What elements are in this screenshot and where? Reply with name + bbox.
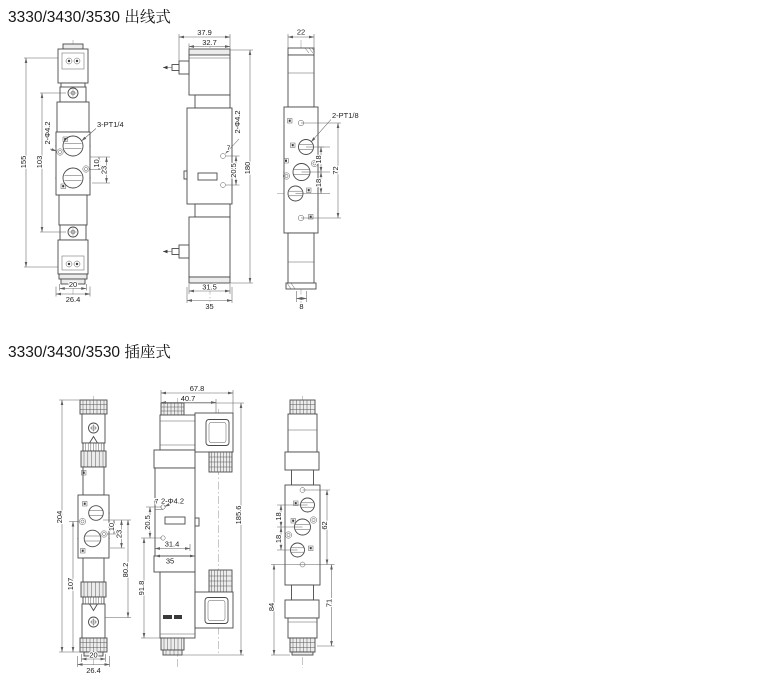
dim-hole-spacing: 20.5 — [143, 515, 152, 530]
dim-total-height: 155 — [19, 155, 28, 169]
connector-cap — [161, 403, 184, 415]
dim-width-outer: 37.9 — [197, 28, 212, 37]
dim-lower-span: 91.8 — [137, 580, 146, 596]
connector-cap — [161, 638, 184, 650]
drawing-wire-rear — [277, 28, 359, 312]
dim-lower-span-left: 84 — [267, 602, 276, 612]
dim-screw-spacing: 103 — [35, 155, 44, 169]
wire-outlet — [179, 245, 189, 258]
port-circle — [63, 168, 83, 188]
label-ports: 3-PT1/4 — [97, 120, 124, 129]
dim-base-depth-outer: 35 — [205, 302, 214, 311]
section-title-socket-type: 3330/3430/3530 插座式 — [8, 344, 171, 361]
dim-hole-edge-offset: 7 — [154, 498, 159, 506]
dim-hole-span: 62 — [320, 521, 329, 530]
dim-hole-span: 72 — [331, 166, 340, 175]
connector-cap — [290, 400, 315, 414]
dim-lower-height: 107 — [66, 577, 75, 591]
drawing-socket-rear — [267, 396, 335, 668]
dim-port-spacing-upper: 18 — [314, 155, 323, 164]
upper-coil-housing — [58, 49, 88, 83]
nameplate-slot — [198, 173, 217, 180]
dim-base-width-inner: 20 — [89, 650, 98, 660]
dim-port-spacing-upper: 18 — [274, 512, 283, 521]
dim-port-offset-10: 10 — [92, 159, 101, 168]
top-cap — [189, 49, 230, 55]
dim-top-width: 22 — [296, 27, 306, 37]
dim-port-offset-23: 23 — [99, 165, 109, 175]
dim-body-depth-inner: 31.4 — [164, 539, 180, 549]
drawing-socket-side — [137, 384, 244, 668]
dim-total-height: 185.6 — [234, 505, 243, 525]
dim-port-spacing-lower: 18 — [274, 534, 283, 544]
wire-outlet — [179, 61, 189, 74]
dim-hole-spacing: 20.5 — [229, 163, 238, 178]
dim-base-depth-inner: 31.5 — [202, 282, 217, 292]
coil-marking — [174, 615, 182, 619]
top-cap — [63, 44, 83, 49]
label-mount-holes: 2-Φ4.2 — [161, 496, 185, 506]
port-circle — [84, 530, 101, 547]
section-title-wire-type: 3330/3430/3530 出线式 — [8, 9, 171, 26]
nameplate-slot — [165, 517, 185, 524]
dim-base-width-outer: 26.4 — [65, 295, 81, 304]
dim-width-outer: 67.8 — [189, 384, 205, 393]
dim-total-height: 180 — [243, 161, 252, 175]
dim-body-depth-outer: 35 — [165, 556, 175, 566]
label-mount-holes: 2-Φ4.2 — [233, 110, 242, 134]
dim-bottom-width: 8 — [299, 302, 304, 311]
connector-cap — [290, 638, 315, 652]
lower-coil-housing — [58, 240, 88, 274]
dim-width-inner: 32.7 — [202, 38, 217, 47]
label-pilot-ports: 2-PT1/8 — [332, 111, 359, 120]
dim-port-offset-10: 10 — [107, 522, 116, 532]
drawing-socket-front — [55, 396, 131, 675]
dim-lower-span: 80.2 — [121, 562, 130, 578]
dim-total-height: 204 — [55, 510, 64, 524]
upper-coil-housing — [189, 55, 230, 95]
dim-port-spacing-lower: 18 — [314, 178, 323, 188]
dim-hole-edge-offset: 7 — [226, 145, 231, 152]
drawing-wire-side — [163, 28, 253, 311]
port-circle — [89, 506, 104, 521]
dim-lower-span-right: 71 — [324, 598, 334, 608]
coil-marking — [163, 615, 172, 619]
lower-coil-housing — [189, 217, 230, 277]
dim-port-offset-23: 23 — [114, 529, 124, 539]
dim-width-inner: 40.7 — [180, 394, 196, 403]
dim-base-width-outer: 26.4 — [86, 666, 101, 675]
dim-base-width-inner: 20 — [68, 280, 78, 289]
lower-coil-housing — [160, 572, 195, 638]
drawing-wire-front — [19, 40, 124, 304]
label-mount-holes: 2-Φ4.2 — [43, 121, 52, 145]
